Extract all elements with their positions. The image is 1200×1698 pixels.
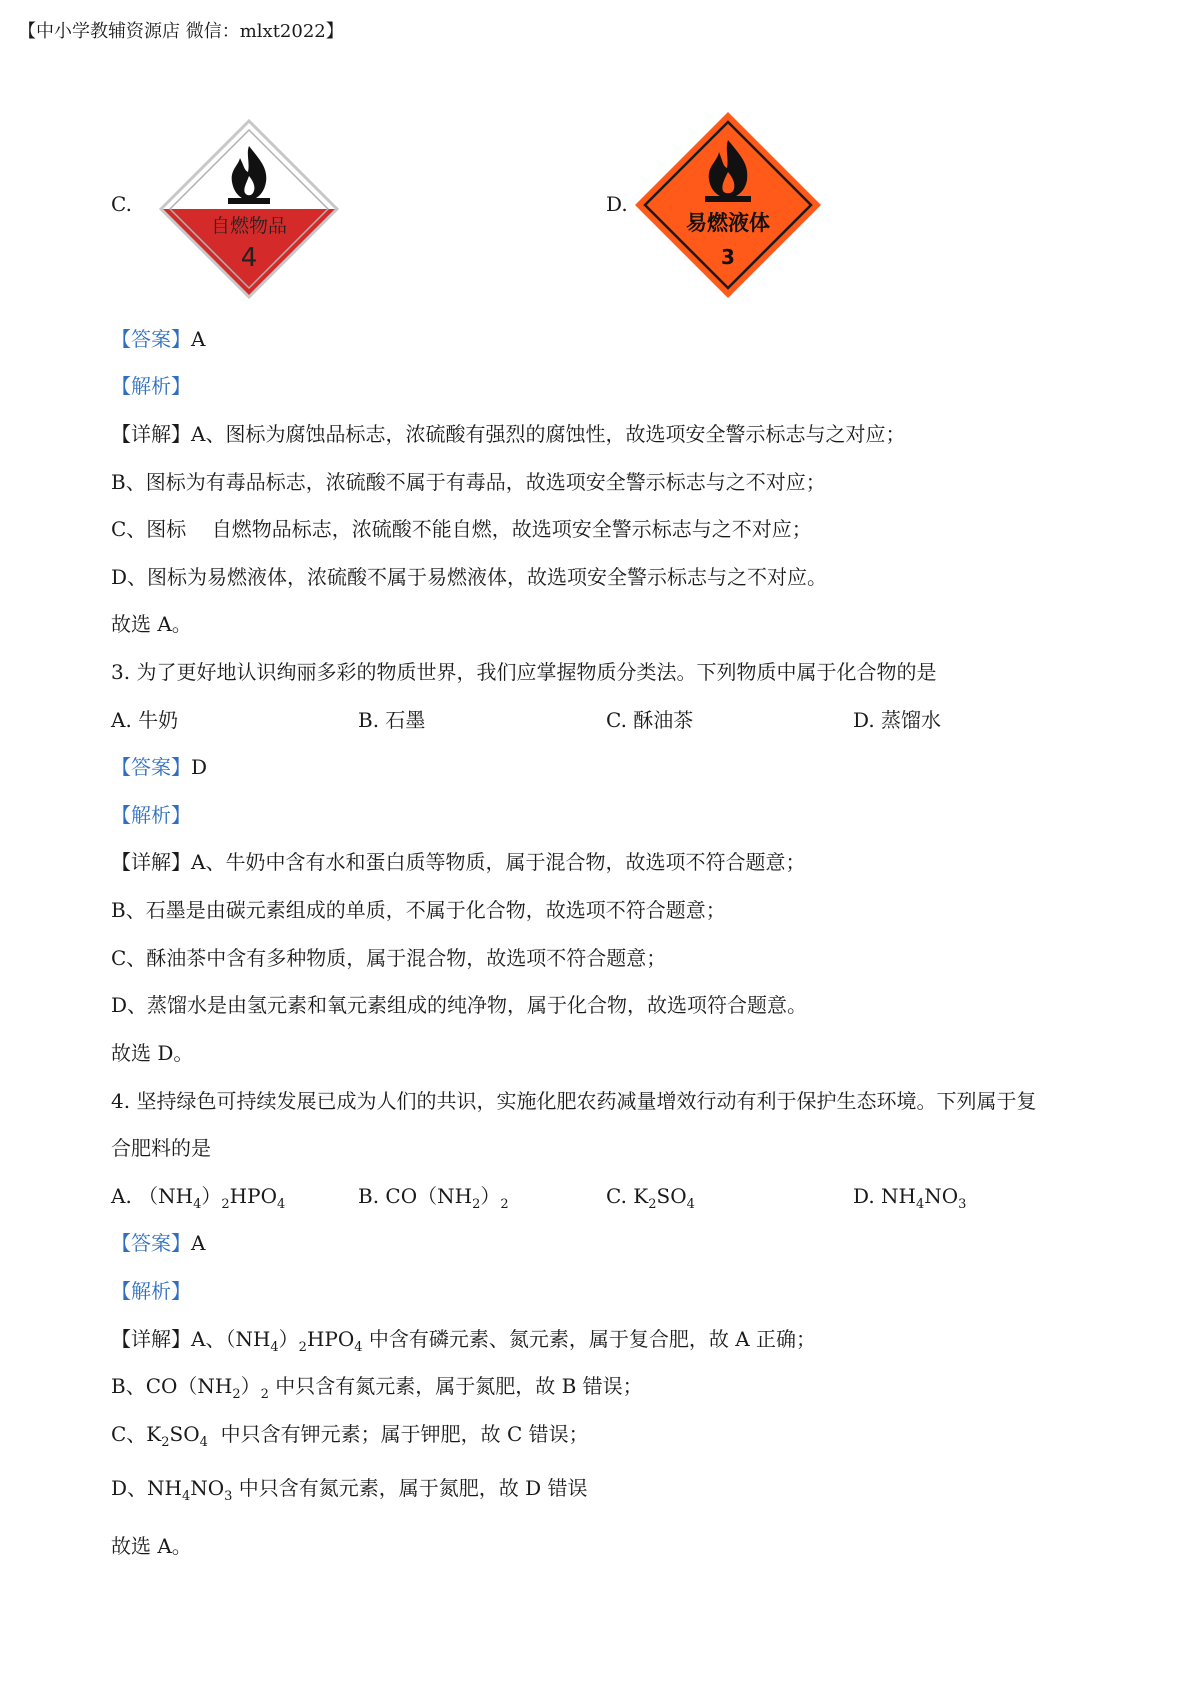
q4-option-b: B. $CO(NH_2)_2$ (358, 1184, 509, 1212)
q4-question-line-1: 4. 坚持绿色可持续发展已成为人们的共识，实施化肥农药减量增效行动有利于保护生态环境。下列属于复 (111, 1089, 1037, 1113)
q4-detail-line-2: B、$CO(NH_2)_2$ 中只含有氮元素，属于氮肥，故 B 错误； (111, 1374, 643, 1402)
header-source: 【中小学教辅资源店 微信：mlxt2022】 (18, 21, 344, 42)
q2-detail-line-3: C、图标 自燃物品标志，浓硫酸不能自燃，故选项安全警示标志与之不对应； (111, 517, 812, 541)
q2-answer (111, 325, 205, 353)
q4-option-a: A. $(NH_4)_2HPO_4$ (111, 1184, 286, 1212)
answer-value: D (191, 755, 208, 779)
q3-question: 3. 为了更好地认识绚丽多彩的物质世界，我们应掌握物质分类法。下列物质中属于化合物的是 (111, 660, 937, 684)
sign-d-number: 3 (721, 245, 735, 269)
answer-value: A (191, 1231, 206, 1255)
q3-conclusion: 故选 D。 (111, 1041, 194, 1065)
q3-option-c: C. 酥油茶 (606, 708, 694, 732)
q4-detail-line-1: 【详解】A、$(NH_4)_2HPO_4$ 中含有磷元素、氮元素，属于复合肥，故 A 正确； (111, 1327, 817, 1355)
q4-detail-line-4: D、$NH_4NO_3$ 中只含有氮元素，属于氮肥，故 D 错误 (111, 1476, 588, 1504)
detail-text: A、牛奶中含有水和蛋白质等物质，属于混合物，故选项不符合题意； (191, 850, 806, 874)
q3-detail-line-3: C、酥油茶中含有多种物质，属于混合物，故选项不符合题意； (111, 946, 667, 970)
q2-detail-line-2: B、图标为有毒品标志，浓硫酸不属于有毒品，故选项安全警示标志与之不对应； (111, 470, 826, 494)
answer-tag: 【答案】 (111, 755, 191, 779)
q3-option-d: D. 蒸馏水 (853, 708, 942, 732)
q3-answer (111, 753, 207, 781)
sign-c-text: 自燃物品 (210, 215, 288, 237)
q2-detail-line-1 (111, 420, 905, 448)
q3-option-b: B. 石墨 (358, 708, 426, 732)
detail-tag: 【详解】 (111, 850, 191, 874)
flammable-liquid-sign (633, 110, 823, 300)
sign-c-number: 4 (240, 243, 258, 273)
answer-tag: 【答案】 (111, 327, 191, 351)
q4-question-line-2: 合肥料的是 (111, 1136, 211, 1160)
option-d-label: D. (606, 192, 628, 216)
detail-tag: 【详解】 (111, 1327, 191, 1351)
answer-value: A (191, 327, 206, 351)
q3-analysis-tag: 【解析】 (111, 803, 191, 827)
spontaneous-combustion-sign (158, 118, 340, 300)
sign-d-text: 易燃液体 (686, 211, 770, 235)
q2-conclusion: 故选 A。 (111, 612, 192, 636)
q3-detail-line-4: D、蒸馏水是由氢元素和氧元素组成的纯净物，属于化合物，故选项符合题意。 (111, 993, 808, 1017)
q2-analysis-tag: 【解析】 (111, 374, 191, 398)
detail-text: A、图标为腐蚀品标志，浓硫酸有强烈的腐蚀性，故选项安全警示标志与之对应； (191, 422, 906, 446)
q3-detail-line-2: B、石墨是由碳元素组成的单质，不属于化合物，故选项不符合题意； (111, 898, 726, 922)
q4-option-d: D. $NH_4NO_3$ (853, 1184, 967, 1212)
q4-analysis-tag: 【解析】 (111, 1279, 191, 1303)
q4-answer (111, 1229, 205, 1257)
q4-detail-line-3: C、$K_2SO_4$ 中只含有钾元素；属于钾肥，故 C 错误； (111, 1422, 589, 1450)
q3-detail-line-1 (111, 848, 805, 876)
q4-conclusion: 故选 A。 (111, 1534, 192, 1558)
detail-tag: 【详解】 (111, 422, 191, 446)
q4-option-c: C. $K_2SO_4$ (606, 1184, 695, 1212)
answer-tag: 【答案】 (111, 1231, 191, 1255)
q2-detail-line-4: D、图标为易燃液体，浓硫酸不属于易燃液体，故选项安全警示标志与之不对应。 (111, 565, 828, 589)
option-c-label: C. (111, 192, 132, 216)
q3-option-a: A. 牛奶 (111, 708, 179, 732)
